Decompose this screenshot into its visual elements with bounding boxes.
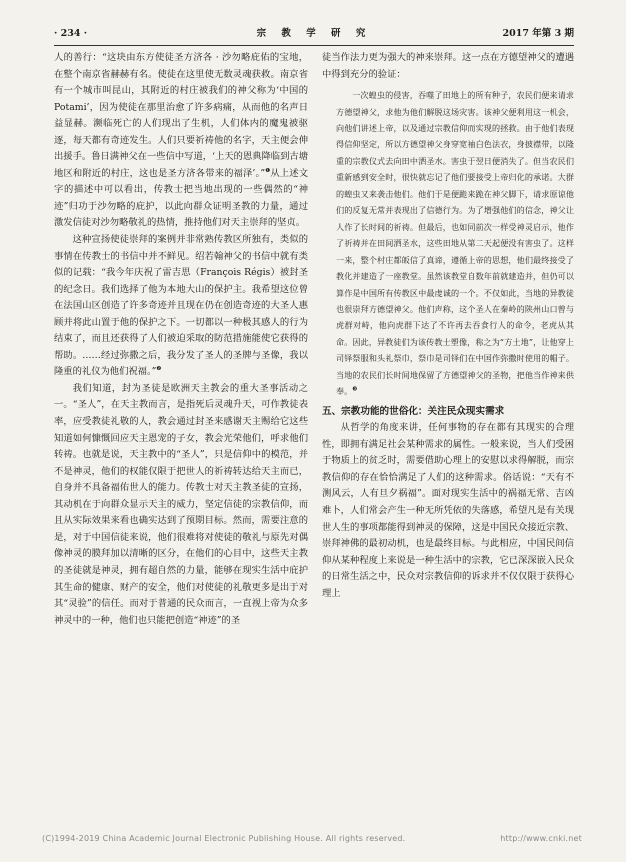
section-heading: 五、宗教功能的世俗化：关注民众现实需求 (322, 405, 505, 417)
paragraph (54, 232, 308, 381)
left-column (54, 50, 308, 629)
paragraph-text: 人的善行：“这块由东方使徒圣方济各 · 沙勿略庇佑的宝地，在整个南京省赫赫有名。使徒在这里使无数灵魂获救。南京省有一个城市叫昆山，其附近的村庄被我们的神父称为‘中国的 Potami’，因为使徒在那里治愈了许多病痛，从而他的名声日益显赫。濒临死亡的人们现出了生机，人们体内的魔鬼被驱逐，每天都有奇迹发生。人们只要祈祷他的名字，天主便会伸出援手。鲁日满神父在一些信中写道，‘上天的恩典降临到古塘地区和附近的村庄，这也是圣方济各带来的福泽’。” (54, 52, 308, 179)
block-quote (322, 87, 574, 400)
quote-text (336, 87, 574, 400)
header-rule (54, 45, 574, 46)
paragraph (54, 50, 308, 232)
quote-body: 一次蝗虫的侵害，吞噬了田地上的所有种子，农民们便来请求方德望神父，求他为他们解脱这场灾害。该神父便利用这一机会，向他们讲述上帝，以及通过宗教信仰而实现的拯救。由于他们表现得信仰坚定，所以方德望神父身穿宽袖白色法衣，身披襟带，以隆重的宗教仪式去向田中洒圣水。害虫于翌日便消失了。但当农民们重新感到安全时，很快就忘记了他们要接受上帝归化的承诺。大群的蝗虫又来袭击他们。他们于是便跪来跪在神父脚下，请求原谅他们的反复无常并表现出了信德行为。为了增强他们的信念，神父让人作了长时间的祈祷。但最后，也如同前次一样受神灵启示，他作了祈祷并在田间洒圣水，这些田地从第二天起便没有害虫了。这样一来，整个村庄都皈信了真谛，遵循上帝的思想，他们最终接受了教化并建造了一座教堂。虽然该教堂自数年前就建造并，但仍可以算作是中国所有传教区中最虔诚的一个。不仅如此，当地的异教徒也很崇拜方德望神父。他们声称，这个圣人在秦岭的陕州山口曾与虎群对峙，他向虎群下达了不许再去吞食行人的命令，老虎从其命。因此，异教徒们为该传教士塑像，称之为“方土地”，让他穿上司铎祭服和头礼祭巾，祭巾是司铎们在中国作弥撒时使用的帽子。当地的农民们长时间地保留了方德望神父的圣物，把他当作神来供奉。 (336, 90, 574, 397)
footnote-mark[interactable]: ❶ (265, 167, 271, 174)
page-footer (42, 834, 582, 843)
journal-title: 宗 教 学 研 究 (256, 28, 372, 39)
copyright-text: (C)1994-2019 China Academic Journal Electronic Publishing House. All rights reserved. (42, 834, 406, 843)
page-header (54, 26, 574, 42)
issue-label: 2017 年第 3 期 (502, 28, 574, 39)
footer-url[interactable]: http://www.cnki.net (500, 834, 582, 843)
page-number: · 234 · (54, 28, 88, 39)
paragraph: 徒当作法力更为强大的神来崇拜。这一点在方德望神父的遭遇中得到充分的验证： (322, 52, 574, 80)
footnote-mark[interactable]: ❸ (352, 386, 358, 393)
paragraph: 从哲学的角度来讲，任何事物的存在都有其现实的合理性，即拥有满足社会某种需求的属性。一般来说，当人们受困于物质上的贫乏时，需要借助心理上的安慰以求得解脱，而宗教信仰的存在恰恰满足了人们的这种需求。俗话说：“天有不测风云，人有旦夕祸福”。面对现实生活中的祸福无常、吉凶难卜，人们常会产生一种无所凭依的失落感，希望凡是有关现世人生的事项都能得到神灵的保障，这是中国民众接近宗教、崇拜神佛的最初动机，也是最终目标。与此相应，中国民间信仰从某种程度上来说是一种生活中的宗教，它已深深嵌入民众的日常生活之中，民众对宗教信仰的诉求并不仅仅限于获得心理上 (322, 422, 574, 599)
right-column (322, 50, 574, 602)
paragraph-text: 这种宣扬使徒崇拜的案例并非常熟传教区所独有，类似的事情在传教士的书信中并不鲜见。绍若翰神父的书信中就有类似的记载：“我今年庆祝了雷吉思（François Régis）被封圣的纪念日。我们选择了他为本地大山的保护主。我希望这位曾在法国山区创造了许多奇迹并且现在仍在创造奇迹的大圣人惠顾并将此山置于他的保护之下。一切都以一种极其感人的行为结束了，而且还获得了人们被迫采取的防范措施能使它获得的帮助。……经过弥撒之后，我分发了圣人的圣牌与圣像，我以隆重的礼仪为他们祝福。” (54, 234, 308, 378)
paragraph: 我们知道，封为圣徒是欧洲天主教会的重大圣事活动之一。“圣人”，在天主教而言，是指死后灵魂升天，可作教徒表率，应受教徒礼敬的人，教会通过封圣来感谢天主赐给它这些知道如何慷慨回应天主恩宠的子女，教会光荣他们，呼求他们转祷。也就是说，天主教中的“圣人”，只是信仰中的模范，并不是神灵，他们的权能仅限于把世人的祈祷转达给天主而已，自身并不具备福佑世人的能力。传教士对天主教圣徒的宣扬，其动机在于向群众显示天主的威力，坚定信徒的宗教信仰，而且从实际效果来看也确实达到了预期目标。然而，需要注意的是，对于中国信徒来说，他们很难将对使徒的敬礼与原先对偶像神灵的膜拜加以清晰的区分，在他们的心目中，这些天主教的圣徒就是神灵，拥有超自然的力量，能够在现实生活中庇护其生命的健康、财产的安全，他们对使徒的礼敬更多是出于对其“灵验”的信任。而对于普通的民众而言，一直视上帝为众多神灵中的一种，他们也只能把创造“神迹”的圣 (54, 382, 308, 626)
paragraph-text: 从上述文字的描述中可以看出，传教士把当地出现的一些偶然的“神迹”归功于沙勿略的庇护，以此向群众证明圣教的力量，通过激发信徒对沙勿略敬礼的热情，推持他们对天主崇拜的坚贞。 (54, 167, 308, 229)
footnote-mark[interactable]: ❷ (156, 366, 162, 373)
